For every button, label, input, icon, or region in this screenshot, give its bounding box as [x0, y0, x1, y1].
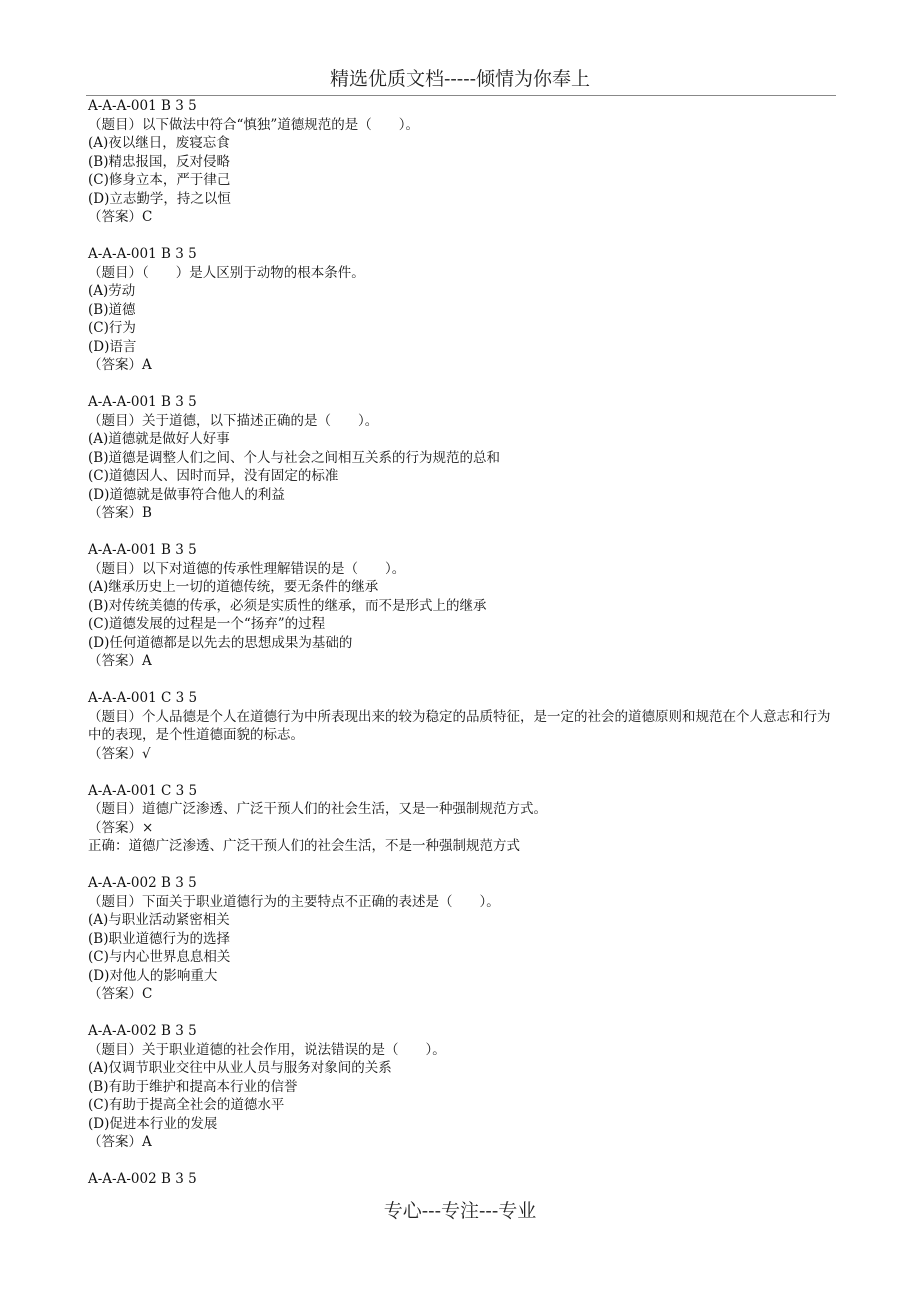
- question-text: （题目）（ ）是人区别于动物的根本条件。: [88, 264, 365, 281]
- question-code: A-A-A-002 B 3 5: [88, 875, 197, 891]
- question-text: （题目）关于职业道德的社会作用，说法错误的是（ ）。: [88, 1041, 446, 1058]
- question-code: A-A-A-001 C 3 5: [88, 782, 198, 799]
- option-c: (C)行为: [88, 320, 136, 336]
- answer: （答案）A: [88, 357, 152, 373]
- option-c: (C)与内心世界息息相关: [88, 949, 231, 965]
- header-rule: [86, 95, 836, 96]
- option-d: (D)立志勤学，持之以恒: [88, 190, 231, 207]
- option-d: (D)对他人的影响重大: [88, 967, 218, 984]
- page-header: 精选优质文档-----倾情为你奉上: [329, 68, 591, 90]
- answer: （答案）A: [88, 653, 152, 669]
- option-b: (B)道德是调整人们之间、个人与社会之间相互关系的行为规范的总和: [88, 449, 500, 466]
- option-c: (C)道德因人、因时而异，没有固定的标准: [88, 468, 339, 484]
- question-item: [88, 782, 836, 856]
- option-c: (C)有助于提高全社会的道德水平: [88, 1097, 285, 1113]
- question-text: （题目）个人品德是个人在道德行为中所表现出来的较为稳定的品质特征，是一定的社会的道德原则和规范在个人意志和行为中的表现，是个性道德面貌的标志。: [88, 708, 831, 743]
- question-item: [88, 541, 836, 671]
- answer: （答案）×: [88, 819, 154, 836]
- question-item: [88, 97, 836, 227]
- option-b: (B)有助于维护和提高本行业的信誉: [88, 1078, 298, 1095]
- option-a: (A)继承历史上一切的道德传统，要无条件的继承: [88, 579, 379, 595]
- question-code: A-A-A-001 B 3 5: [88, 246, 197, 262]
- option-a: (A)劳动: [88, 283, 136, 299]
- option-d: (D)任何道德都是以先去的思想成果为基础的: [88, 634, 353, 651]
- option-d: (D)道德就是做事符合他人的利益: [88, 486, 285, 503]
- question-code: A-A-A-002 B 3 5: [88, 1023, 197, 1039]
- question-item: [88, 1170, 836, 1189]
- option-a: (A)仅调节职业交往中从业人员与服务对象间的关系: [88, 1060, 392, 1076]
- option-c: (C)修身立本，严于律己: [88, 172, 231, 188]
- answer: （答案）A: [88, 1134, 152, 1150]
- answer: （答案）C: [88, 986, 153, 1002]
- question-code: A-A-A-001 B 3 5: [88, 394, 197, 410]
- option-a: (A)道德就是做好人好事: [88, 431, 230, 447]
- question-code: A-A-A-002 B 3 5: [88, 1171, 197, 1187]
- page-footer: 专心---专注---专业: [383, 1200, 537, 1222]
- answer: （答案）√: [88, 745, 151, 762]
- question-item: [88, 393, 836, 523]
- option-b: (B)对传统美德的传承，必须是实质性的继承，而不是形式上的继承: [88, 597, 487, 614]
- correction-note: 正确：道德广泛渗透、广泛干预人们的社会生活，不是一种强制规范方式: [88, 838, 520, 854]
- question-text: （题目）道德广泛渗透、广泛干预人们的社会生活，又是一种强制规范方式。: [88, 801, 547, 817]
- answer: （答案）B: [88, 505, 152, 521]
- question-code: A-A-A-001 B 3 5: [88, 98, 197, 114]
- option-d: (D)促进本行业的发展: [88, 1115, 218, 1132]
- option-d: (D)语言: [88, 338, 137, 355]
- question-item: [88, 874, 836, 1004]
- question-code: A-A-A-001 B 3 5: [88, 542, 197, 558]
- option-a: (A)夜以继日，废寝忘食: [88, 135, 230, 151]
- question-item: [88, 689, 836, 763]
- question-code: A-A-A-001 C 3 5: [88, 690, 198, 706]
- question-text: （题目）以下做法中符合“慎独”道德规范的是（ ）。: [88, 116, 420, 133]
- question-list: [88, 97, 836, 1189]
- question-text: （题目）关于道德，以下描述正确的是（ ）。: [88, 412, 379, 429]
- option-c: (C)道德发展的过程是一个“扬弃”的过程: [88, 616, 326, 632]
- option-a: (A)与职业活动紧密相关: [88, 912, 230, 928]
- option-b: (B)道德: [88, 301, 136, 318]
- question-text: （题目）下面关于职业道德行为的主要特点不正确的表述是（ ）。: [88, 893, 500, 910]
- question-item: [88, 1022, 836, 1152]
- question-item: [88, 245, 836, 375]
- question-text: （题目）以下对道德的传承性理解错误的是（ ）。: [88, 560, 406, 577]
- option-b: (B)精忠报国，反对侵略: [88, 153, 230, 170]
- answer: （答案）C: [88, 209, 153, 225]
- option-b: (B)职业道德行为的选择: [88, 930, 230, 947]
